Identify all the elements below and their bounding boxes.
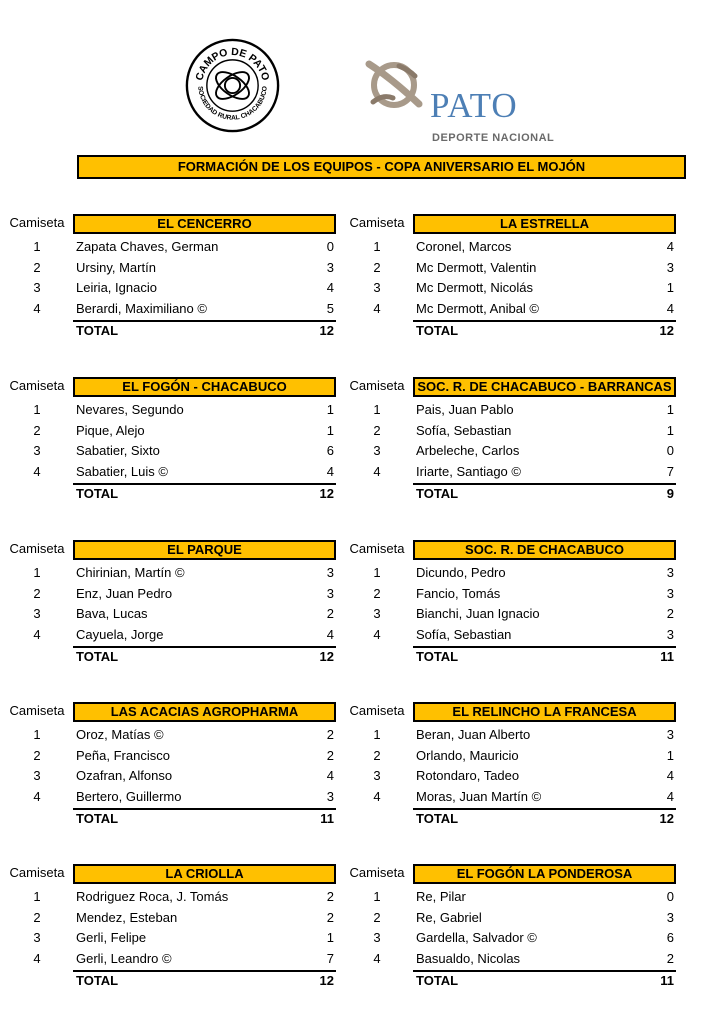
total-row	[73, 646, 336, 667]
camiseta-label: Camiseta	[349, 703, 405, 718]
player-row	[6, 237, 336, 258]
player-name: Mc Dermott, Valentin	[416, 259, 537, 275]
team-block	[6, 377, 336, 502]
jersey-number: 4	[373, 464, 381, 480]
player-row	[346, 462, 676, 483]
team-name: EL FOGÓN LA PONDEROSA	[413, 864, 676, 884]
player-goals: 1	[666, 402, 674, 417]
jersey-number: 1	[33, 565, 41, 580]
player-row	[6, 746, 336, 767]
camiseta-label: Camiseta	[349, 215, 405, 230]
total-row	[73, 970, 336, 991]
total-label: TOTAL	[416, 486, 459, 501]
team-block	[6, 214, 336, 339]
player-name: Beran, Juan Alberto	[416, 727, 531, 742]
player-row	[346, 725, 676, 746]
player-goals: 4	[326, 768, 334, 784]
total-label: TOTAL	[416, 811, 459, 826]
player-row	[346, 949, 676, 970]
player-row	[6, 258, 336, 279]
player-name: Sofía, Sebastian	[416, 627, 512, 643]
player-row	[346, 766, 676, 787]
total-row	[413, 970, 676, 991]
jersey-number: 3	[373, 606, 381, 622]
total-value: 11	[660, 973, 674, 988]
player-name: Re, Pilar	[416, 889, 466, 904]
player-row	[6, 278, 336, 299]
player-goals: 3	[326, 585, 334, 601]
player-row	[346, 421, 676, 442]
player-name: Berardi, Maximiliano ©	[76, 301, 207, 317]
player-goals: 2	[326, 909, 334, 925]
player-row	[346, 237, 676, 258]
player-row	[346, 299, 676, 320]
total-value: 12	[659, 323, 674, 338]
player-name: Leiria, Ignacio	[76, 280, 157, 296]
jersey-number: 2	[33, 747, 41, 763]
jersey-number: 2	[33, 585, 41, 601]
player-goals: 2	[326, 727, 334, 742]
player-row	[6, 421, 336, 442]
seal-bottom-text: SOCIEDAD RURAL CHACABUCO	[196, 85, 269, 122]
team-block	[346, 214, 676, 339]
total-value: 11	[660, 649, 674, 664]
player-goals: 4	[666, 301, 674, 317]
jersey-number: 4	[373, 789, 381, 805]
team-name: SOC. R. DE CHACABUCO - BARRANCAS	[413, 377, 676, 397]
camiseta-label: Camiseta	[9, 703, 65, 718]
player-goals: 0	[326, 239, 334, 254]
player-name: Dicundo, Pedro	[416, 565, 506, 580]
total-label: TOTAL	[76, 811, 119, 826]
team-name: LAS ACACIAS AGROPHARMA	[73, 702, 336, 722]
camiseta-label: Camiseta	[349, 541, 405, 556]
jersey-number: 3	[33, 930, 41, 946]
total-row	[413, 483, 676, 504]
player-name: Basualdo, Nicolas	[416, 951, 521, 967]
player-goals: 3	[666, 259, 674, 275]
team-name: EL FOGÓN - CHACABUCO	[73, 377, 336, 397]
jersey-number: 3	[373, 930, 381, 946]
player-row	[346, 258, 676, 279]
jersey-number: 1	[33, 727, 41, 742]
player-row	[346, 787, 676, 808]
player-goals: 1	[326, 422, 334, 438]
total-label: TOTAL	[76, 973, 119, 988]
player-name: Ozafran, Alfonso	[76, 768, 173, 784]
player-row	[6, 299, 336, 320]
player-name: Bava, Lucas	[76, 606, 148, 622]
player-goals: 2	[326, 606, 334, 622]
player-row	[6, 928, 336, 949]
player-row	[6, 887, 336, 908]
camiseta-label: Camiseta	[349, 378, 405, 393]
player-name: Mc Dermott, Anibal ©	[416, 301, 540, 317]
player-goals: 7	[666, 464, 674, 480]
team-name: EL RELINCHO LA FRANCESA	[413, 702, 676, 722]
player-name: Bianchi, Juan Ignacio	[416, 606, 540, 622]
jersey-number: 1	[33, 402, 41, 417]
total-value: 11	[320, 811, 334, 826]
player-row	[6, 584, 336, 605]
camiseta-label: Camiseta	[9, 541, 65, 556]
player-goals: 5	[326, 301, 334, 317]
camiseta-label: Camiseta	[349, 865, 405, 880]
team-block	[6, 864, 336, 989]
jersey-number: 1	[373, 402, 381, 417]
campo-de-pato-seal-logo	[185, 38, 280, 133]
player-name: Cayuela, Jorge	[76, 627, 164, 643]
player-name: Coronel, Marcos	[416, 239, 512, 254]
jersey-number: 3	[33, 280, 41, 296]
jersey-number: 4	[33, 627, 41, 643]
player-row	[346, 604, 676, 625]
total-row	[73, 483, 336, 504]
total-value: 9	[666, 486, 674, 501]
jersey-number: 3	[373, 443, 381, 459]
player-goals: 4	[666, 789, 674, 805]
team-name: SOC. R. DE CHACABUCO	[413, 540, 676, 560]
player-name: Mendez, Esteban	[76, 909, 178, 925]
player-row	[346, 441, 676, 462]
player-goals: 3	[666, 627, 674, 643]
jersey-number: 4	[33, 951, 41, 967]
total-row	[413, 320, 676, 341]
player-goals: 3	[666, 585, 674, 601]
player-row	[6, 400, 336, 421]
camiseta-label: Camiseta	[9, 378, 65, 393]
player-goals: 1	[326, 930, 334, 946]
jersey-number: 3	[373, 768, 381, 784]
brand-subtitle: DEPORTE NACIONAL	[432, 132, 555, 144]
player-name: Re, Gabriel	[416, 909, 482, 925]
player-goals: 3	[666, 565, 674, 580]
player-row	[6, 766, 336, 787]
player-goals: 2	[666, 951, 674, 967]
total-row	[413, 646, 676, 667]
total-value: 12	[319, 486, 334, 501]
player-name: Oroz, Matías ©	[76, 727, 164, 742]
player-goals: 2	[326, 889, 334, 904]
team-name: LA CRIOLLA	[73, 864, 336, 884]
player-row	[6, 462, 336, 483]
jersey-number: 4	[33, 464, 41, 480]
player-row	[6, 949, 336, 970]
jersey-number: 4	[33, 789, 41, 805]
jersey-number: 1	[33, 889, 41, 904]
player-goals: 4	[326, 627, 334, 643]
player-name: Enz, Juan Pedro	[76, 585, 173, 601]
seal-top-text: CAMPO DE PATO	[194, 46, 271, 82]
player-row	[346, 278, 676, 299]
player-row	[346, 887, 676, 908]
player-goals: 3	[326, 259, 334, 275]
jersey-number: 2	[373, 909, 381, 925]
jersey-number: 2	[33, 259, 41, 275]
player-goals: 2	[666, 606, 674, 622]
player-name: Gardella, Salvador ©	[416, 930, 537, 946]
player-goals: 3	[666, 909, 674, 925]
player-row	[346, 928, 676, 949]
jersey-number: 4	[373, 627, 381, 643]
player-name: Sabatier, Luis ©	[76, 464, 168, 480]
player-name: Iriarte, Santiago ©	[416, 464, 521, 480]
team-block	[346, 377, 676, 502]
player-name: Gerli, Felipe	[76, 930, 147, 946]
team-name: LA ESTRELLA	[413, 214, 676, 234]
player-row	[6, 787, 336, 808]
player-name: Peña, Francisco	[76, 747, 170, 763]
total-row	[73, 320, 336, 341]
total-value: 12	[659, 811, 674, 826]
jersey-number: 2	[373, 422, 381, 438]
total-label: TOTAL	[416, 973, 459, 988]
jersey-number: 3	[33, 768, 41, 784]
player-name: Moras, Juan Martín ©	[416, 789, 542, 805]
camiseta-label: Camiseta	[9, 865, 65, 880]
jersey-number: 4	[373, 301, 381, 317]
player-row	[6, 563, 336, 584]
player-goals: 0	[666, 443, 674, 459]
player-name: Sabatier, Sixto	[76, 443, 160, 459]
total-value: 12	[319, 649, 334, 664]
player-name: Arbeleche, Carlos	[416, 443, 520, 459]
player-goals: 4	[666, 239, 674, 254]
total-row	[73, 808, 336, 829]
player-goals: 1	[666, 422, 674, 438]
player-row	[346, 746, 676, 767]
player-name: Rodriguez Roca, J. Tomás	[76, 889, 229, 904]
player-goals: 3	[326, 789, 334, 805]
player-name: Mc Dermott, Nicolás	[416, 280, 534, 296]
player-goals: 1	[666, 747, 674, 763]
jersey-number: 3	[33, 606, 41, 622]
player-name: Chirinian, Martín ©	[76, 565, 185, 580]
jersey-number: 1	[373, 239, 381, 254]
jersey-number: 3	[373, 280, 381, 296]
player-row	[346, 908, 676, 929]
player-goals: 3	[326, 565, 334, 580]
player-goals: 1	[326, 402, 334, 417]
page-title: FORMACIÓN DE LOS EQUIPOS - COPA ANIVERSARIO EL MOJÓN	[77, 155, 686, 179]
player-row	[346, 625, 676, 646]
player-name: Pique, Alejo	[76, 422, 145, 438]
total-label: TOTAL	[76, 323, 119, 338]
player-goals: 4	[326, 280, 334, 296]
player-name: Rotondaro, Tadeo	[416, 768, 520, 784]
total-label: TOTAL	[76, 649, 119, 664]
jersey-number: 1	[373, 727, 381, 742]
player-name: Nevares, Segundo	[76, 402, 184, 417]
jersey-number: 4	[33, 301, 41, 317]
player-name: Ursiny, Martín	[76, 259, 156, 275]
player-row	[6, 625, 336, 646]
player-row	[346, 563, 676, 584]
player-goals: 4	[326, 464, 334, 480]
player-name: Pais, Juan Pablo	[416, 402, 514, 417]
player-row	[6, 441, 336, 462]
player-row	[346, 584, 676, 605]
jersey-number: 2	[373, 259, 381, 275]
player-goals: 1	[666, 280, 674, 296]
total-value: 12	[319, 973, 334, 988]
player-name: Fancio, Tomás	[416, 585, 501, 601]
pato-brand-icon	[363, 54, 425, 116]
team-block	[346, 864, 676, 989]
jersey-number: 2	[33, 909, 41, 925]
total-label: TOTAL	[416, 649, 459, 664]
header-logos	[0, 36, 721, 144]
team-block	[346, 540, 676, 665]
team-name: EL PARQUE	[73, 540, 336, 560]
player-goals: 6	[666, 930, 674, 946]
player-goals: 0	[666, 889, 674, 904]
jersey-number: 1	[373, 889, 381, 904]
player-row	[346, 400, 676, 421]
player-goals: 3	[666, 727, 674, 742]
svg-text:CAMPO DE PATO	[194, 47, 270, 82]
player-row	[6, 604, 336, 625]
brand-name: PATO	[430, 86, 518, 125]
player-name: Sofía, Sebastian	[416, 422, 512, 438]
jersey-number: 4	[373, 951, 381, 967]
jersey-number: 2	[33, 422, 41, 438]
jersey-number: 3	[33, 443, 41, 459]
jersey-number: 1	[33, 239, 41, 254]
player-goals: 7	[326, 951, 334, 967]
team-block	[6, 540, 336, 665]
jersey-number: 2	[373, 747, 381, 763]
camiseta-label: Camiseta	[9, 215, 65, 230]
total-label: TOTAL	[416, 323, 459, 338]
player-name: Zapata Chaves, German	[76, 239, 219, 254]
total-value: 12	[319, 323, 334, 338]
player-goals: 4	[666, 768, 674, 784]
player-goals: 6	[326, 443, 334, 459]
team-block	[6, 702, 336, 827]
player-name: Gerli, Leandro ©	[76, 951, 172, 967]
team-block	[346, 702, 676, 827]
total-row	[413, 808, 676, 829]
player-row	[6, 725, 336, 746]
player-goals: 2	[326, 747, 334, 763]
jersey-number: 2	[373, 585, 381, 601]
total-label: TOTAL	[76, 486, 119, 501]
player-name: Orlando, Mauricio	[416, 747, 519, 763]
player-name: Bertero, Guillermo	[76, 789, 182, 805]
jersey-number: 1	[373, 565, 381, 580]
player-row	[6, 908, 336, 929]
team-name: EL CENCERRO	[73, 214, 336, 234]
